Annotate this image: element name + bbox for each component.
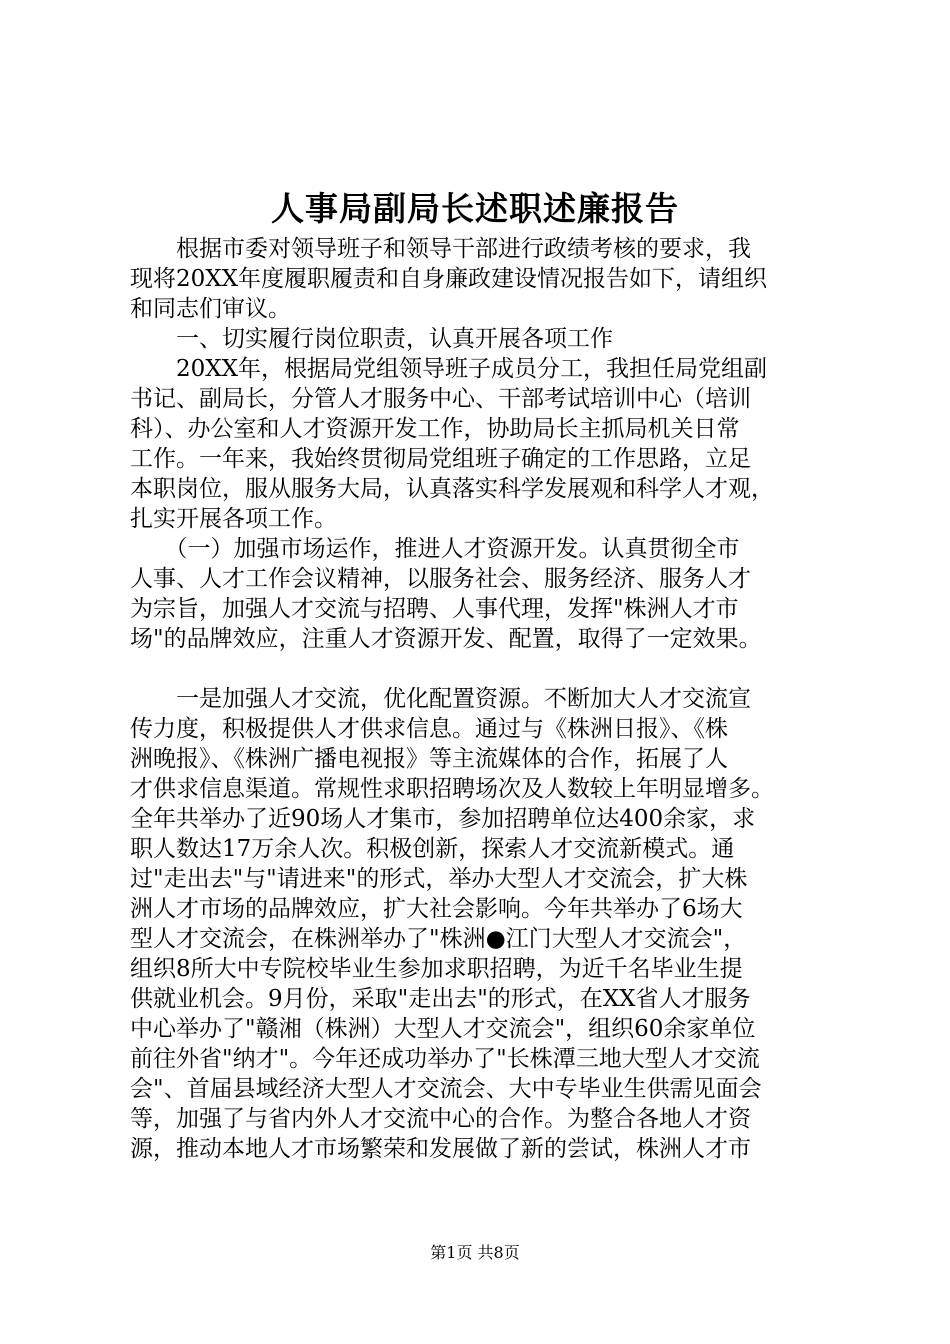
- text-line: 扎实开展各项工作。: [130, 506, 337, 532]
- text-line: 洲人才市场的品牌效应，扩大社会影响。今年共举办了6场大: [130, 896, 743, 922]
- text-line: 前往外省"纳才"。今年还成功举办了"长株潭三地大型人才交流: [130, 1046, 760, 1072]
- text-line: 组织8所大中专院校毕业生参加求职招聘，为近千名毕业生提: [130, 956, 743, 982]
- text-line: 一是加强人才交流，优化配置资源。不断加大人才交流宣: [130, 686, 751, 712]
- page-footer: 第1页 共8页: [430, 1243, 520, 1262]
- text-line: 过"走出去"与"请进来"的形式，举办大型人才交流会，扩大株: [130, 866, 748, 892]
- document-title: 人事局副局长述职述廉报告: [271, 189, 679, 228]
- text-line: 中心举办了"赣湘（株洲）大型人才交流会"，组织60余家单位: [130, 1016, 756, 1042]
- document-body: [130, 234, 830, 1164]
- paragraph-gap: [130, 654, 830, 684]
- text-line: 为宗旨，加强人才交流与招聘、人事代理，发挥"株洲人才市: [130, 596, 739, 622]
- text-line: 根据市委对领导班子和领导干部进行政绩考核的要求，我: [130, 236, 751, 262]
- text-line: 现将20XX年度履职履责和自身廉政建设情况报告如下，请组织: [130, 266, 768, 292]
- text-line: 会"、首届县域经济大型人才交流会、大中专毕业生供需见面会: [130, 1076, 762, 1102]
- text-line: 洲晚报》、《株洲广播电视报》等主流媒体的合作，拓展了人: [130, 746, 728, 772]
- text-line: 工作。一年来，我始终贯彻局党组班子确定的工作思路，立足: [130, 446, 751, 472]
- text-line: 职人数达17万余人次。积极创新，探索人才交流新模式。通: [130, 836, 735, 862]
- text-line: （一）加强市场运作，推进人才资源开发。认真贯彻全市: [130, 536, 740, 562]
- text-line: 一、切实履行岗位职责，认真开展各项工作: [130, 326, 613, 352]
- text-line: 书记、副局长，分管人才服务中心、干部考试培训中心（培训: [130, 386, 751, 412]
- text-line: 传力度，积极提供人才供求信息。通过与《株洲日报》、《株: [130, 716, 728, 742]
- text-line: 才供求信息渠道。常规性求职招聘场次及人数较上年明显增多。: [130, 776, 774, 802]
- text-line: 源，推动本地人才市场繁荣和发展做了新的尝试，株洲人才市: [130, 1136, 751, 1162]
- text-line: 本职岗位，服从服务大局，认真落实科学发展观和科学人才观，: [130, 476, 774, 502]
- text-line: 供就业机会。9月份，采取"走出去"的形式，在XX省人才服务: [130, 986, 751, 1012]
- text-line: 人事、人才工作会议精神，以服务社会、服务经济、服务人才: [130, 566, 751, 592]
- text-line: 20XX年，根据局党组领导班子成员分工，我担任局党组副: [130, 356, 768, 382]
- text-line: 场"的品牌效应，注重人才资源开发、配置，取得了一定效果。: [130, 626, 762, 652]
- text-line: 科）、办公室和人才资源开发工作，协助局长主抓局机关日常: [130, 416, 740, 442]
- text-line: 全年共举办了近90场人才集市，参加招聘单位达400余家，求: [130, 806, 756, 832]
- text-line: 型人才交流会，在株洲举办了"株洲●江门大型人才交流会"，: [130, 926, 747, 952]
- text-line: 等，加强了与省内外人才交流中心的合作。为整合各地人才资: [130, 1106, 751, 1132]
- text-line: 和同志们审议。: [130, 296, 291, 322]
